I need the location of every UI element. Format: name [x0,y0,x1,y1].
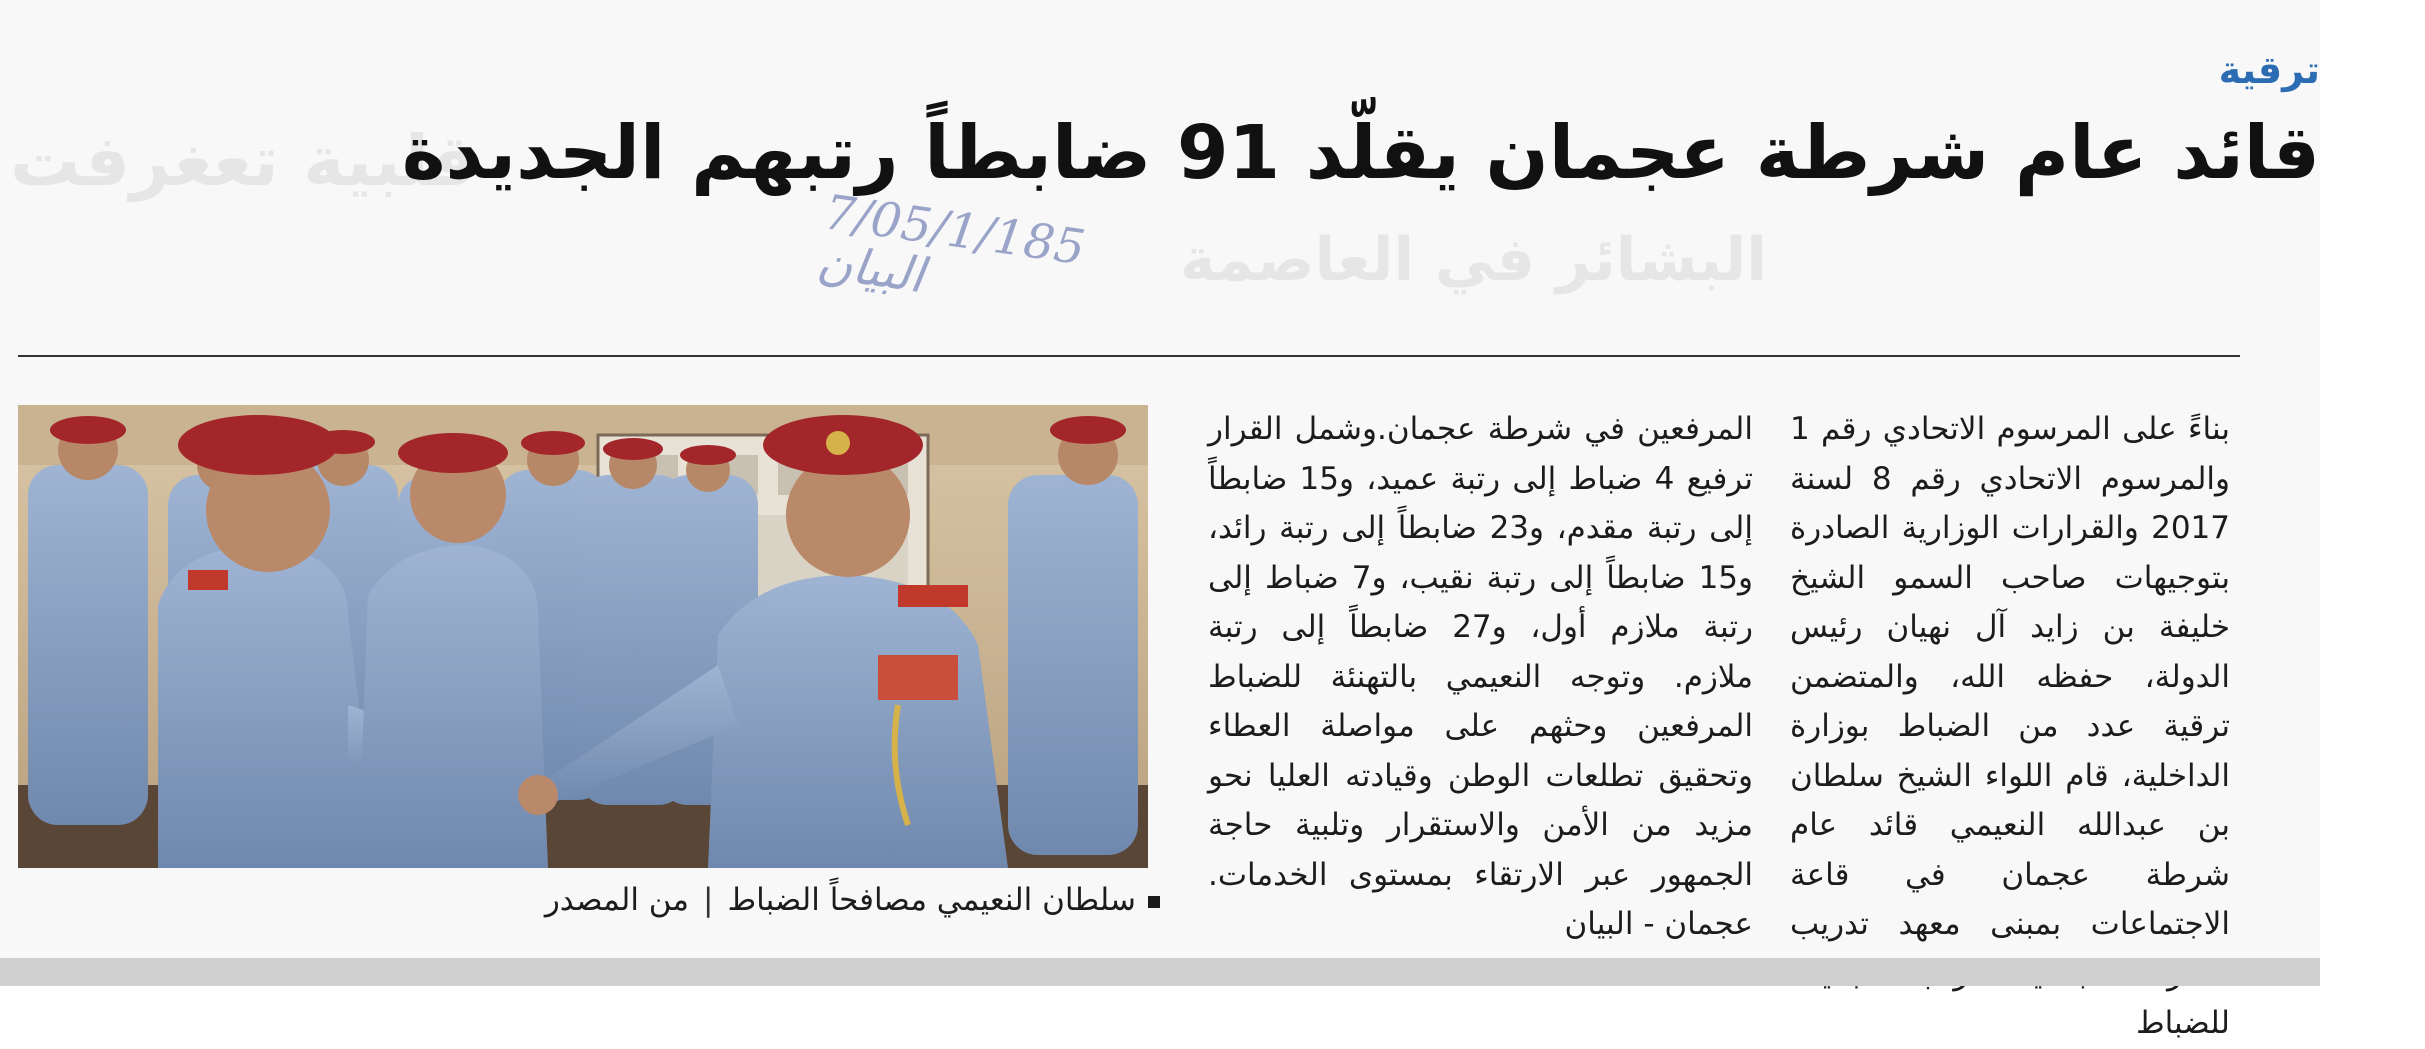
photo-caption [500,882,1160,918]
article-column-left [1208,405,1753,950]
caption-text: سلطان النعيمي مصافحاً الضباط [727,882,1136,918]
headline: قائد عام شرطة عجمان يقلّد 91 ضابطاً رتبهم الجديدة [401,110,2320,196]
article-text: المرفعين في شرطة عجمان.وشمل القرار ترفيع 4 ضباط إلى رتبة عميد، و15 ضابطاً إلى رتبة مقدم، و23 ضابطاً إلى رتبة رائد، و15 ضابطاً إلى رتبة نقيب، و7 ضباط إلى رتبة ملازم أول، و27 ضابطاً إلى رتبة ملازم. وتوجه النعيمي بالتهنئة للضباط المرفعين وحثهم على مواصلة العطاء وتحقيق تطلعات الوطن وقيادته العليا نحو مزيد من الأمن والاستقرار وتلبية حاجة الجمهور عبر الارتقاء بمستوى الخدمات. عجمان - البيان [1208,411,1754,942]
header-divider [18,355,2240,357]
news-photo [18,405,1148,868]
show-through-text: ﻗﻠﺒﻴﺔ ﺗﻌﻐﺮﻓﺖ [10,120,478,202]
scan-right-margin [2320,0,2425,986]
show-through-text: ﺍﻟﺒﺸﺎﺋﺮ ﻓﻲ ﺍﻟﻌﺎﺻﻤﺔ [1180,225,1767,295]
section-label: ترقية [2218,48,2320,92]
caption-separator: | [703,882,714,918]
handwritten-note: 7/05/1/185 البيان [813,184,1089,305]
photo-illustration [18,405,1148,868]
caption-bullet-icon [1148,896,1160,908]
article-text: بناءً على المرسوم الاتحادي رقم 1 والمرسوم الاتحادي رقم 8 لسنة 2017 والقرارات الوزارية الصادرة بتوجيهات صاحب السمو الشيخ خليفة بن زايد آل نهيان رئيس الدولة، حفظه الله، والمتضمن ترقية عدد من الضباط بوزارة الداخلية، قام اللواء الشيخ سلطان بن عبدالله النعيمي قائد عام شرطة عجمان في قاعة الاجتماعات بمبنى معهد تدريب للضباط [1790,411,2230,1041]
photo-credit: من المصدر [544,882,689,918]
article-column-right [1790,405,2230,1049]
scan-bottom-edge [0,958,2320,986]
